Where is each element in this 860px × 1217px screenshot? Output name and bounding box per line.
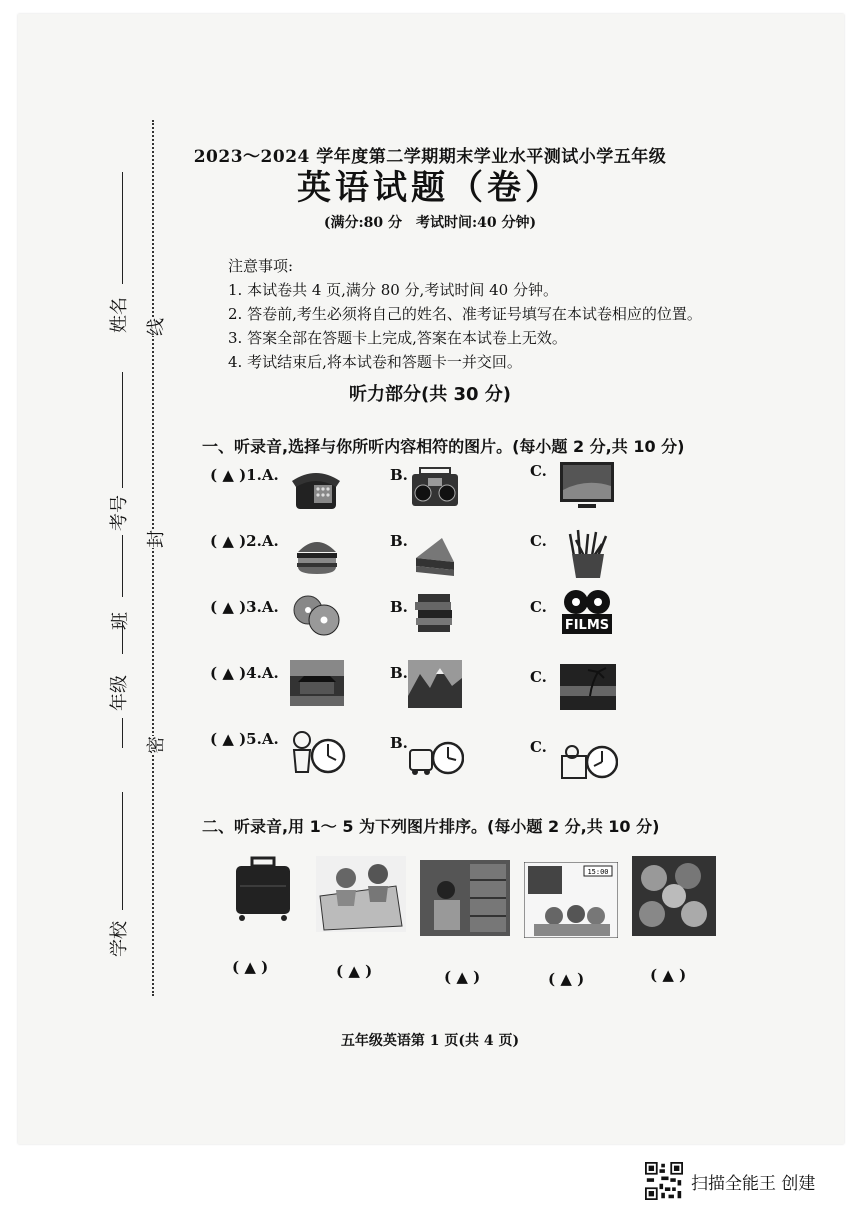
question-1-label: ( ▲ )1.A. <box>210 466 279 484</box>
question-4-option-c: C. <box>530 668 547 686</box>
films-icon <box>558 588 616 638</box>
grade-fill-line-2 <box>122 718 123 748</box>
telephone-icon <box>290 465 344 515</box>
class-fill-line <box>122 535 123 597</box>
note-item: 3. 答案全部在答题卡上完成,答案在本试卷上无效。 <box>228 329 567 347</box>
watermark-text: 扫描全能王 创建 <box>691 1173 816 1194</box>
order-answer-2: ( ▲ ) <box>336 962 373 980</box>
question-3-option-b: B. <box>390 598 408 616</box>
films-label: FILMS <box>564 618 610 633</box>
order-answer-1: ( ▲ ) <box>232 958 269 976</box>
order-answer-5: ( ▲ ) <box>650 966 687 984</box>
note-item: 4. 考试结束后,将本试卷和答题卡一并交回。 <box>228 353 522 371</box>
question-2-label: ( ▲ )2.A. <box>210 532 279 550</box>
library-icon <box>420 860 510 936</box>
teacher-clock-icon <box>290 728 346 782</box>
field-grade: 年级 <box>109 675 130 711</box>
notes-heading: 注意事项: <box>228 257 294 275</box>
reading-clock-icon <box>560 736 618 786</box>
question-3-option-c: C. <box>530 598 547 616</box>
question-1-option-c: C. <box>530 462 547 480</box>
seal-line-char: 线 <box>140 318 170 336</box>
seal-secret-char: 密 <box>140 736 170 754</box>
question-1-option-b: B. <box>390 466 408 484</box>
note-item: 1. 本试卷共 4 页,满分 80 分,考试时间 40 分钟。 <box>228 281 558 299</box>
tiananmen-icon <box>290 660 344 706</box>
taxi-clock-icon <box>408 734 464 782</box>
exam-subtitle: (满分:80 分 考试时间:40 分钟) <box>323 215 537 231</box>
group-photo-icon <box>632 856 716 936</box>
question-2-option-b: B. <box>390 532 408 550</box>
television-icon <box>558 460 616 512</box>
exam-main-title: 英语试题（卷） <box>297 168 563 208</box>
field-name: 姓名 <box>109 297 130 333</box>
question-5-option-b: B. <box>390 734 408 752</box>
seal-seal-char: 封 <box>140 530 170 548</box>
listening-part-title: 听力部分(共 30 分) <box>348 384 512 405</box>
fries-icon <box>566 528 610 580</box>
sandwich-icon <box>412 532 458 578</box>
tv-family-icon <box>524 862 618 938</box>
field-exam-number: 考号 <box>109 495 130 531</box>
field-school: 学校 <box>109 921 130 957</box>
question-3-label: ( ▲ )3.A. <box>210 598 279 616</box>
kids-map-icon <box>316 856 406 932</box>
beach-icon <box>560 664 616 710</box>
hamburger-icon <box>294 534 340 576</box>
section-1-title: 一、听录音,选择与你所听内容相符的图片。(每小题 2 分,共 10 分) <box>202 437 685 456</box>
notes-block <box>228 254 702 374</box>
question-2-option-c: C. <box>530 532 547 550</box>
question-5-label: ( ▲ )5.A. <box>210 730 279 748</box>
question-5-option-c: C. <box>530 738 547 756</box>
note-item: 2. 答卷前,考生必须将自己的姓名、准考证号填写在本试卷相应的位置。 <box>228 305 702 323</box>
mountain-icon <box>408 660 462 708</box>
suitcase-icon <box>232 856 294 922</box>
question-4-option-b: B. <box>390 664 408 682</box>
question-4-label: ( ▲ )4.A. <box>210 664 279 682</box>
clock-readout: 15:00 <box>587 868 609 876</box>
order-answer-3: ( ▲ ) <box>444 968 481 986</box>
grade-fill-line <box>122 622 123 654</box>
section-2-title: 二、听录音,用 1～ 5 为下列图片排序。(每小题 2 分,共 10 分) <box>202 817 660 836</box>
books-icon <box>412 590 456 634</box>
cd-icon <box>290 594 344 636</box>
page-footer: 五年级英语第 1 页(共 4 页) <box>340 1033 520 1049</box>
field-class: 班 <box>110 612 131 630</box>
order-answer-4: ( ▲ ) <box>548 970 585 988</box>
binding-dotted-line <box>152 120 154 996</box>
qr-code-icon <box>645 1162 683 1200</box>
school-fill-line <box>122 792 123 910</box>
radio-icon <box>410 466 460 510</box>
scanner-watermark <box>645 1162 815 1200</box>
exam-top-title: 2023～2024 学年度第二学期期末学业水平测试小学五年级 <box>193 147 667 167</box>
